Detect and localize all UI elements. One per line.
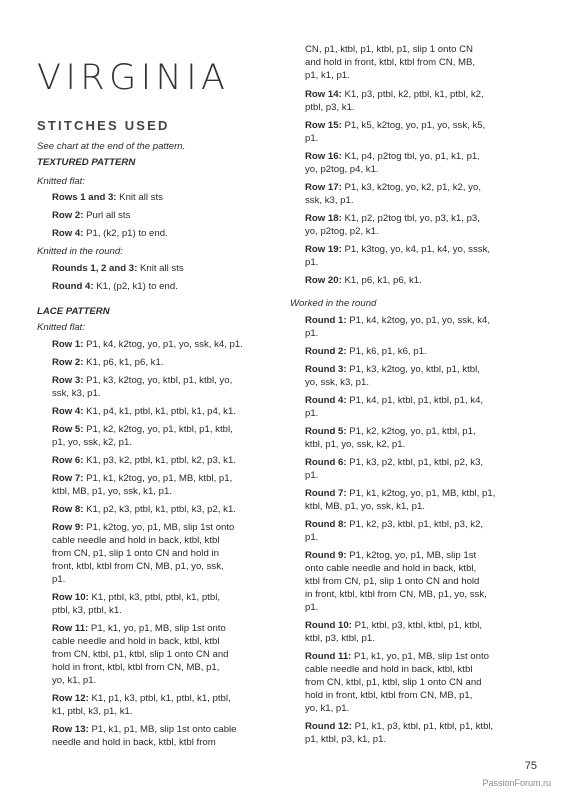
instruction-row: Row 10: K1, ptbl, k3, ptbl, ptbl, k1, ptbl, ptbl, k3, ptbl, k1.: [52, 592, 220, 616]
instruction-row: Rows 1 and 3: Knit all sts: [52, 192, 163, 203]
textured-pattern-heading: TEXTURED PATTERN: [37, 157, 136, 168]
instruction-row: Row 18: K1, p2, p2tog tbl, yo, p3, k1, p3, yo, p2tog, p2, k1.: [305, 213, 480, 237]
instruction-row: Row 2: Purl all sts: [52, 210, 131, 221]
instruction-row: Row 15: P1, k5, k2tog, yo, p1, yo, ssk, k5, p1.: [305, 120, 486, 144]
lace-round-rows: [290, 314, 545, 751]
instruction-row: Row 3: P1, k3, k2tog, yo, ktbl, p1, ktbl, yo, ssk, k3, p1.: [52, 375, 233, 399]
textured-flat-label: Knitted flat:: [37, 176, 85, 187]
watermark: PassionForum.ru: [482, 778, 551, 788]
instruction-line: and hold in front, ktbl, ktbl from CN, MB,: [305, 57, 476, 68]
textured-flat-rows: [37, 191, 287, 240]
textured-round-rows: [37, 262, 287, 293]
instruction-row: Round 9: P1, k2tog, yo, p1, MB, slip 1st onto cable needle and hold in back, ktbl, ktbl from CN, p1, slip 1 onto CN and hold in front, ktbl, ktbl from CN, MB, p1, yo, ssk, p1.: [305, 550, 487, 613]
instruction-row: Row 13: P1, k1, p1, MB, slip 1st onto cable needle and hold in back, ktbl, ktbl from: [52, 724, 237, 748]
stitches-used-heading: STITCHES USED: [37, 118, 170, 133]
instruction-row: Round 3: P1, k3, k2tog, yo, ktbl, p1, ktbl, yo, ssk, k3, p1.: [305, 364, 480, 388]
instruction-row: Round 11: P1, k1, yo, p1, MB, slip 1st onto cable needle and hold in back, ktbl, ktbl from CN, ktbl, p1, ktbl, slip 1 onto CN and hold in front, ktbl, ktbl from CN, MB, p1, yo, k1, p1.: [305, 651, 489, 714]
row-13-continued: [290, 43, 545, 82]
instruction-row: Round 4: K1, (p2, k1) to end.: [52, 281, 178, 292]
instruction-row: Row 11: P1, k1, yo, p1, MB, slip 1st onto cable needle and hold in back, ktbl, ktbl from CN, ktbl, p1, ktbl, slip 1 onto CN and hold in front, ktbl, ktbl from CN, MB, p1, yo, k1, p1.: [52, 623, 229, 686]
lace-pattern-heading: LACE PATTERN: [37, 306, 110, 317]
instruction-row: Round 5: P1, k2, k2tog, yo, p1, ktbl, p1, ktbl, p1, yo, ssk, k2, p1.: [305, 426, 476, 450]
lace-flat-label: Knitted flat:: [37, 322, 85, 333]
instruction-row: Row 4: P1, (k2, p1) to end.: [52, 228, 168, 239]
instruction-row: Row 4: K1, p4, k1, ptbl, k1, ptbl, k1, p4, k1.: [52, 406, 236, 417]
instruction-row: Row 2: K1, p6, k1, p6, k1.: [52, 357, 164, 368]
instruction-row: Round 4: P1, k4, p1, ktbl, p1, ktbl, p1, k4, p1.: [305, 395, 484, 419]
instruction-row: Row 16: K1, p4, p2tog tbl, yo, p1, k1, p1, yo, p2tog, p4, k1.: [305, 151, 480, 175]
instruction-row: Round 7: P1, k1, k2tog, yo, p1, MB, ktbl, p1, ktbl, MB, p1, yo, ssk, k1, p1.: [305, 488, 496, 512]
instruction-line: CN, p1, ktbl, p1, ktbl, p1, slip 1 onto CN: [305, 44, 473, 55]
textured-round-label: Knitted in the round:: [37, 246, 123, 257]
instruction-row: Round 10: P1, ktbl, p3, ktbl, ktbl, p1, ktbl, ktbl, p3, ktbl, p1.: [305, 620, 483, 644]
instruction-row: Row 7: P1, k1, k2tog, yo, p1, MB, ktbl, p1, ktbl, MB, p1, yo, ssk, k1, p1.: [52, 473, 233, 497]
textured-pattern-section: [37, 156, 287, 169]
instruction-row: Round 12: P1, k1, p3, ktbl, p1, ktbl, p1, ktbl, p1, ktbl, p3, k1, p1.: [305, 721, 494, 745]
instruction-row: Row 20: K1, p6, k1, p6, k1.: [305, 275, 422, 286]
page-number: 75: [524, 760, 537, 772]
instruction-row: Row 17: P1, k3, k2tog, yo, k2, p1, k2, yo, ssk, k3, p1.: [305, 182, 481, 206]
instruction-row: Row 6: K1, p3, k2, ptbl, k1, ptbl, k2, p3, k1.: [52, 455, 236, 466]
instruction-line: p1, k1, p1.: [305, 70, 350, 81]
instruction-row: Row 9: P1, k2tog, yo, p1, MB, slip 1st onto cable needle and hold in back, ktbl, ktbl from CN, p1, slip 1 onto CN and hold in front, ktbl, ktbl from CN, MB, p1, yo, ssk, p1.: [52, 522, 235, 585]
lace-round-label: Worked in the round: [290, 298, 377, 309]
instruction-row: Row 5: P1, k2, k2tog, yo, p1, ktbl, p1, ktbl, p1, yo, ssk, k2, p1.: [52, 424, 233, 448]
instruction-row: Row 8: K1, p2, k3, ptbl, k1, ptbl, k3, p2, k1.: [52, 504, 236, 515]
instruction-row: Row 1: P1, k4, k2tog, yo, p1, yo, ssk, k4, p1.: [52, 339, 243, 350]
see-chart-note: See chart at the end of the pattern.: [37, 141, 186, 152]
instruction-row: Round 2: P1, k6, p1, k6, p1.: [305, 346, 427, 357]
instruction-row: Round 6: P1, k3, p2, ktbl, p1, ktbl, p2, k3, p1.: [305, 457, 484, 481]
instruction-row: Row 19: P1, k3tog, yo, k4, p1, k4, yo, sssk, p1.: [305, 244, 491, 268]
lace-flat-rows-continued: [290, 88, 545, 292]
instruction-row: Round 8: P1, k2, p3, ktbl, p1, ktbl, p3, k2, p1.: [305, 519, 484, 543]
instruction-row: Row 14: K1, p3, ptbl, k2, ptbl, k1, ptbl, k2, ptbl, p3, k1.: [305, 89, 484, 113]
instruction-row: Row 12: K1, p1, k3, ptbl, k1, ptbl, k1, ptbl, k1, ptbl, k3, p1, k1.: [52, 693, 231, 717]
pattern-title: VIRGINIA: [37, 58, 230, 98]
instruction-row: Round 1: P1, k4, k2tog, yo, p1, yo, ssk, k4, p1.: [305, 315, 491, 339]
lace-flat-rows: [37, 338, 287, 754]
instruction-row: Rounds 1, 2 and 3: Knit all sts: [52, 263, 184, 274]
